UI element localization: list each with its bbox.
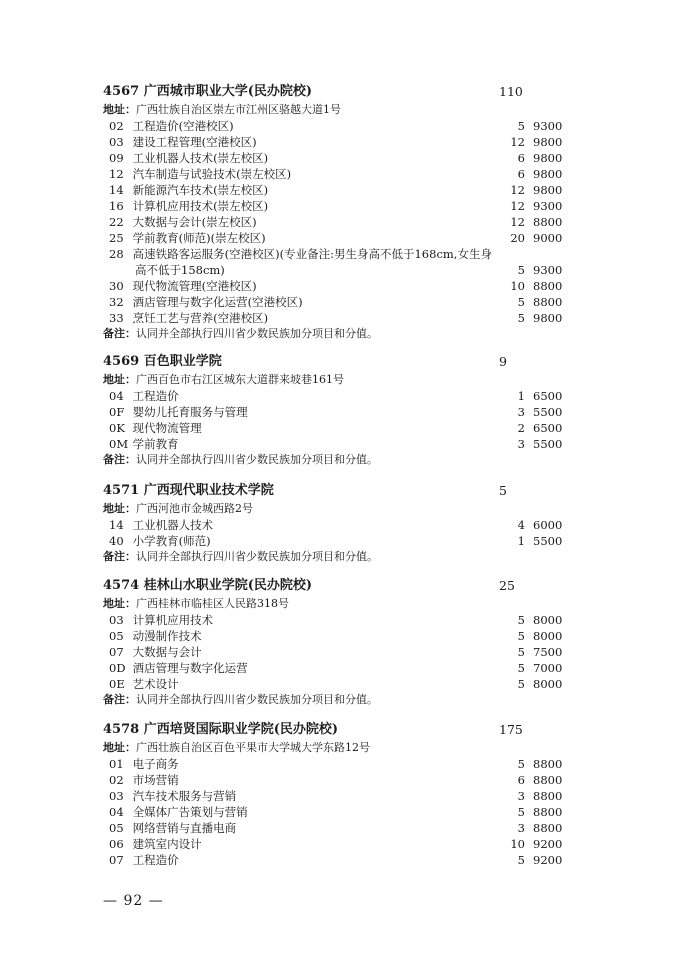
major-name: 现代物流管理 xyxy=(132,421,202,435)
major-fee: 6500 xyxy=(533,421,563,435)
school-block-4574 xyxy=(103,576,603,708)
school-name: 广西培贤国际职业学院(民办院校) xyxy=(143,722,339,737)
major-row xyxy=(103,517,603,533)
major-name: 工业机器人技术 xyxy=(132,518,214,532)
note-text: 认同并全部执行四川省少数民族加分项目和分值。 xyxy=(136,693,378,706)
major-fee: 9300 xyxy=(533,263,563,277)
major-count: 5 xyxy=(517,661,525,675)
school-title xyxy=(103,352,603,372)
major-row xyxy=(103,820,603,836)
major-code: 28 xyxy=(109,247,124,261)
school-code: 4578 xyxy=(103,722,140,737)
major-count: 4 xyxy=(517,518,525,532)
major-fee: 9800 xyxy=(533,151,563,165)
major-code: 07 xyxy=(109,853,124,867)
major-code: 32 xyxy=(109,295,124,309)
major-row xyxy=(103,788,603,804)
major-code: 01 xyxy=(109,757,124,771)
address-text: 广西河池市金城西路2号 xyxy=(136,502,253,515)
major-fee: 8800 xyxy=(533,773,563,787)
major-count: 10 xyxy=(510,837,525,851)
major-fee: 9300 xyxy=(533,199,563,213)
major-code: 02 xyxy=(109,773,124,787)
note-label: 备注： xyxy=(103,550,136,563)
major-name: 小学教育(师范) xyxy=(132,534,211,548)
school-code: 4569 xyxy=(103,354,140,369)
major-row xyxy=(103,436,603,452)
major-code: 25 xyxy=(109,231,124,245)
major-code: 0M xyxy=(109,437,129,451)
major-count: 20 xyxy=(510,231,525,245)
major-fee: 5500 xyxy=(533,437,563,451)
major-count: 6 xyxy=(517,167,525,181)
major-fee: 8800 xyxy=(533,279,563,293)
major-code: 0E xyxy=(109,677,125,691)
major-row xyxy=(103,533,603,549)
major-code: 0K xyxy=(109,421,125,435)
major-fee: 7500 xyxy=(533,645,563,659)
major-row xyxy=(103,166,603,182)
major-fee: 8000 xyxy=(533,613,563,627)
major-count: 5 xyxy=(517,295,525,309)
school-address xyxy=(103,596,603,612)
major-row xyxy=(103,852,603,868)
address-label: 地址： xyxy=(103,741,136,754)
major-row xyxy=(103,644,603,660)
major-code: 05 xyxy=(109,629,124,643)
major-code: 33 xyxy=(109,311,124,325)
major-count: 5 xyxy=(517,853,525,867)
address-label: 地址： xyxy=(103,597,136,610)
school-address xyxy=(103,740,603,756)
major-code: 22 xyxy=(109,215,124,229)
major-fee: 6000 xyxy=(533,518,563,532)
major-name: 艺术设计 xyxy=(132,677,179,691)
major-count: 5 xyxy=(517,263,525,277)
school-plan-count: 110 xyxy=(499,84,523,99)
major-name: 工程造价(空港校区) xyxy=(132,119,234,133)
school-note xyxy=(103,326,603,342)
address-label: 地址： xyxy=(103,103,136,116)
major-count: 3 xyxy=(517,437,525,451)
school-block-4578 xyxy=(103,720,603,868)
major-name: 现代物流管理(空港校区) xyxy=(132,279,257,293)
major-count: 6 xyxy=(517,151,525,165)
major-code: 04 xyxy=(109,389,124,403)
major-name-continued: 高不低于158cm) xyxy=(135,263,225,277)
school-block-4571 xyxy=(103,481,603,565)
major-fee: 9200 xyxy=(533,837,563,851)
major-name: 网络营销与直播电商 xyxy=(132,821,237,835)
major-name: 大数据与会计(崇左校区) xyxy=(132,215,257,229)
school-title xyxy=(103,481,603,501)
major-count: 5 xyxy=(517,613,525,627)
major-code: 14 xyxy=(109,518,124,532)
major-name: 建筑室内设计 xyxy=(132,837,202,851)
school-code: 4571 xyxy=(103,483,140,498)
major-fee: 9800 xyxy=(533,167,563,181)
address-text: 广西壮族自治区百色平果市大学城大学东路12号 xyxy=(136,741,370,754)
major-code: 0D xyxy=(109,661,126,675)
major-name: 烹饪工艺与营养(空港校区) xyxy=(132,311,269,325)
major-fee: 9800 xyxy=(533,135,563,149)
major-count: 6 xyxy=(517,773,525,787)
school-plan-count: 25 xyxy=(499,578,515,593)
major-fee: 8800 xyxy=(533,805,563,819)
school-plan-count: 175 xyxy=(499,722,523,737)
school-name: 广西城市职业大学(民办院校) xyxy=(143,84,313,99)
major-fee: 6500 xyxy=(533,389,563,403)
major-row xyxy=(103,388,603,404)
major-row xyxy=(103,118,603,134)
major-name: 酒店管理与数字化运营 xyxy=(132,661,248,675)
major-count: 10 xyxy=(510,279,525,293)
major-name: 全媒体广告策划与营销 xyxy=(132,805,248,819)
major-name: 汽车制造与试验技术(崇左校区) xyxy=(132,167,292,181)
major-count: 3 xyxy=(517,821,525,835)
major-code: 02 xyxy=(109,119,124,133)
major-name: 电子商务 xyxy=(132,757,179,771)
major-code: 07 xyxy=(109,645,124,659)
school-title xyxy=(103,720,603,740)
major-fee: 9800 xyxy=(533,183,563,197)
major-count: 3 xyxy=(517,405,525,419)
major-name: 计算机应用技术 xyxy=(132,613,214,627)
major-count: 12 xyxy=(510,199,525,213)
major-name: 新能源汽车技术(崇左校区) xyxy=(132,183,269,197)
school-code: 4567 xyxy=(103,84,140,99)
major-code: 40 xyxy=(109,534,124,548)
address-text: 广西百色市右江区城东大道群来坡巷161号 xyxy=(136,373,344,386)
major-count: 12 xyxy=(510,135,525,149)
major-row xyxy=(103,676,603,692)
major-row xyxy=(103,230,603,246)
major-row xyxy=(103,836,603,852)
major-count: 5 xyxy=(517,805,525,819)
major-fee: 7000 xyxy=(533,661,563,675)
major-count: 3 xyxy=(517,789,525,803)
school-name: 桂林山水职业学院(民办院校) xyxy=(143,578,313,593)
major-code: 14 xyxy=(109,183,124,197)
school-title xyxy=(103,82,603,102)
major-fee: 8800 xyxy=(533,789,563,803)
major-row xyxy=(103,756,603,772)
major-row xyxy=(103,310,603,326)
major-count: 1 xyxy=(517,534,525,548)
school-address xyxy=(103,372,603,388)
school-code: 4574 xyxy=(103,578,140,593)
major-row xyxy=(103,182,603,198)
major-name: 大数据与会计 xyxy=(132,645,202,659)
major-name: 汽车技术服务与营销 xyxy=(132,789,237,803)
major-row xyxy=(103,404,603,420)
major-code: 03 xyxy=(109,613,124,627)
major-code: 0F xyxy=(109,405,125,419)
major-fee: 8000 xyxy=(533,677,563,691)
major-name: 工业机器人技术(崇左校区) xyxy=(132,151,269,165)
major-fee: 9200 xyxy=(533,853,563,867)
major-count: 5 xyxy=(517,119,525,133)
major-row xyxy=(103,278,603,294)
major-code: 05 xyxy=(109,821,124,835)
address-label: 地址： xyxy=(103,373,136,386)
school-plan-count: 5 xyxy=(499,483,507,498)
major-row xyxy=(103,294,603,310)
major-count: 5 xyxy=(517,645,525,659)
major-name: 学前教育 xyxy=(132,437,179,451)
major-name: 计算机应用技术(崇左校区) xyxy=(132,199,269,213)
major-count: 2 xyxy=(517,421,525,435)
major-row xyxy=(103,660,603,676)
school-address xyxy=(103,501,603,517)
address-label: 地址： xyxy=(103,502,136,515)
school-block-4567 xyxy=(103,82,603,342)
major-fee: 9800 xyxy=(533,311,563,325)
major-name: 学前教育(师范)(崇左校区) xyxy=(132,231,266,245)
major-row xyxy=(103,246,603,278)
major-name: 建设工程管理(空港校区) xyxy=(132,135,257,149)
major-row xyxy=(103,134,603,150)
major-name: 酒店管理与数字化运营(空港校区) xyxy=(132,295,303,309)
major-code: 30 xyxy=(109,279,124,293)
address-text: 广西桂林市临桂区人民路318号 xyxy=(136,597,289,610)
major-fee: 8800 xyxy=(533,295,563,309)
school-note xyxy=(103,692,603,708)
major-row xyxy=(103,612,603,628)
major-fee: 9300 xyxy=(533,119,563,133)
note-text: 认同并全部执行四川省少数民族加分项目和分值。 xyxy=(136,453,378,466)
major-fee: 8800 xyxy=(533,821,563,835)
major-fee: 9000 xyxy=(533,231,563,245)
school-address xyxy=(103,102,603,118)
major-name: 工程造价 xyxy=(132,853,179,867)
major-count: 5 xyxy=(517,311,525,325)
major-fee: 5500 xyxy=(533,534,563,548)
major-code: 06 xyxy=(109,837,124,851)
major-count: 12 xyxy=(510,183,525,197)
major-name: 动漫制作技术 xyxy=(132,629,202,643)
major-count: 5 xyxy=(517,677,525,691)
major-fee: 8000 xyxy=(533,629,563,643)
school-name: 广西现代职业技术学院 xyxy=(143,483,274,498)
major-code: 03 xyxy=(109,789,124,803)
major-row xyxy=(103,804,603,820)
major-code: 04 xyxy=(109,805,124,819)
page-number: — 92 — xyxy=(103,893,164,909)
major-code: 09 xyxy=(109,151,124,165)
major-row xyxy=(103,420,603,436)
major-count: 5 xyxy=(517,757,525,771)
major-fee: 8800 xyxy=(533,215,563,229)
major-code: 03 xyxy=(109,135,124,149)
school-note xyxy=(103,549,603,565)
major-fee: 8800 xyxy=(533,757,563,771)
major-count: 5 xyxy=(517,629,525,643)
major-count: 12 xyxy=(510,215,525,229)
note-label: 备注： xyxy=(103,453,136,466)
major-row xyxy=(103,150,603,166)
major-code: 12 xyxy=(109,167,124,181)
major-code: 16 xyxy=(109,199,124,213)
note-text: 认同并全部执行四川省少数民族加分项目和分值。 xyxy=(136,550,378,563)
school-plan-count: 9 xyxy=(499,354,507,369)
major-name: 高速铁路客运服务(空港校区)(专业备注:男生身高不低于168cm,女生身 xyxy=(132,247,492,261)
major-row xyxy=(103,198,603,214)
major-row xyxy=(103,628,603,644)
note-text: 认同并全部执行四川省少数民族加分项目和分值。 xyxy=(136,327,378,340)
school-title xyxy=(103,576,603,596)
school-block-4569 xyxy=(103,352,603,468)
major-row xyxy=(103,214,603,230)
school-note xyxy=(103,452,603,468)
major-count: 1 xyxy=(517,389,525,403)
note-label: 备注： xyxy=(103,693,136,706)
address-text: 广西壮族自治区崇左市江州区骆越大道1号 xyxy=(136,103,341,116)
major-name: 婴幼儿托育服务与管理 xyxy=(132,405,248,419)
note-label: 备注： xyxy=(103,327,136,340)
school-name: 百色职业学院 xyxy=(143,354,222,369)
major-name: 工程造价 xyxy=(132,389,179,403)
major-fee: 5500 xyxy=(533,405,563,419)
major-name: 市场营销 xyxy=(132,773,179,787)
major-row xyxy=(103,772,603,788)
